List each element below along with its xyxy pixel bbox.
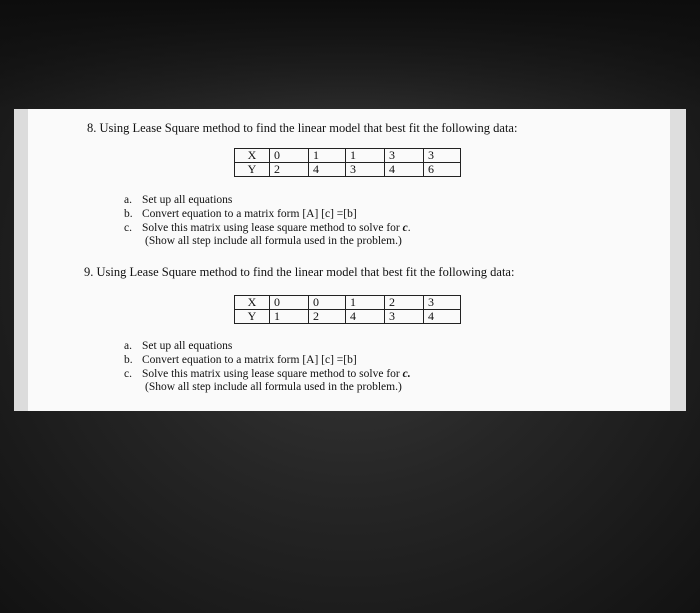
table-cell: 2 bbox=[309, 310, 346, 324]
subitem-note: (Show all step include all formula used in the problem.) bbox=[145, 235, 402, 248]
table-row-x bbox=[235, 296, 461, 310]
table-cell: X bbox=[235, 296, 270, 310]
table-cell: 0 bbox=[270, 149, 309, 163]
table-cell: 0 bbox=[270, 296, 309, 310]
subitem-marker: a. bbox=[124, 194, 132, 206]
subitem-text bbox=[142, 368, 411, 382]
table-cell: Y bbox=[235, 310, 270, 324]
subitem-marker: c. bbox=[124, 367, 132, 380]
table-row-y bbox=[235, 163, 461, 177]
table-row-y bbox=[235, 310, 461, 324]
table-cell: 2 bbox=[270, 163, 309, 177]
page-edge-left bbox=[14, 109, 28, 411]
subitem-b bbox=[124, 208, 411, 222]
subitem-marker: a. bbox=[124, 340, 132, 352]
table-cell: 1 bbox=[309, 149, 346, 163]
table-cell: 1 bbox=[346, 296, 385, 310]
table-cell: 4 bbox=[385, 163, 424, 177]
subitem-text: Convert equation to a matrix form [A] [c] =[b] bbox=[142, 353, 357, 366]
subitem-marker: b. bbox=[124, 353, 133, 366]
subitem-note: (Show all step include all formula used in the problem.) bbox=[145, 381, 402, 394]
subitem-marker: b. bbox=[124, 207, 133, 220]
table-cell: 1 bbox=[346, 149, 385, 163]
question-8-data-table bbox=[234, 148, 461, 177]
table-cell: 3 bbox=[385, 149, 424, 163]
background-shadow bbox=[0, 0, 700, 110]
subitem-marker: c. bbox=[124, 221, 132, 234]
table-cell: 3 bbox=[346, 163, 385, 177]
variable-c: c bbox=[402, 221, 408, 234]
subitem-text: Set up all equations bbox=[142, 194, 233, 206]
table-cell: 1 bbox=[270, 310, 309, 324]
subitem-text-suffix: . bbox=[407, 221, 411, 234]
question-9-title: 9. Using Lease Square method to find the linear model that best fit the following data: bbox=[84, 265, 515, 279]
table-cell: 3 bbox=[424, 296, 461, 310]
table-cell: 6 bbox=[424, 163, 461, 177]
table-cell: 4 bbox=[346, 310, 385, 324]
table-cell: 2 bbox=[385, 296, 424, 310]
variable-c: c. bbox=[402, 367, 411, 380]
subitem-a bbox=[124, 340, 411, 354]
table-cell: Y bbox=[235, 163, 270, 177]
table-cell: 4 bbox=[309, 163, 346, 177]
table-cell: 4 bbox=[424, 310, 461, 324]
subitem-text: Set up all equations bbox=[142, 340, 233, 352]
question-9-data-table bbox=[234, 295, 461, 324]
table-cell: X bbox=[235, 149, 270, 163]
page-edge-right bbox=[670, 109, 686, 411]
subitem-text: Convert equation to a matrix form [A] [c] =[b] bbox=[142, 207, 357, 220]
subitem-text-prefix: Solve this matrix using lease square method to solve for bbox=[142, 221, 403, 234]
subitem-c bbox=[124, 368, 411, 382]
table-cell: 3 bbox=[385, 310, 424, 324]
question-8-subitems bbox=[124, 194, 411, 249]
subitem-text bbox=[142, 222, 411, 236]
subitem-text-prefix: Solve this matrix using lease square method to solve for bbox=[142, 367, 403, 380]
table-cell: 0 bbox=[309, 296, 346, 310]
subitem-c bbox=[124, 222, 411, 236]
subitem-a bbox=[124, 194, 411, 208]
question-8-title: 8. Using Lease Square method to find the linear model that best fit the following data: bbox=[87, 121, 518, 135]
subitem-b bbox=[124, 354, 411, 368]
table-cell: 3 bbox=[424, 149, 461, 163]
question-9-subitems bbox=[124, 340, 411, 395]
table-row-x bbox=[235, 149, 461, 163]
